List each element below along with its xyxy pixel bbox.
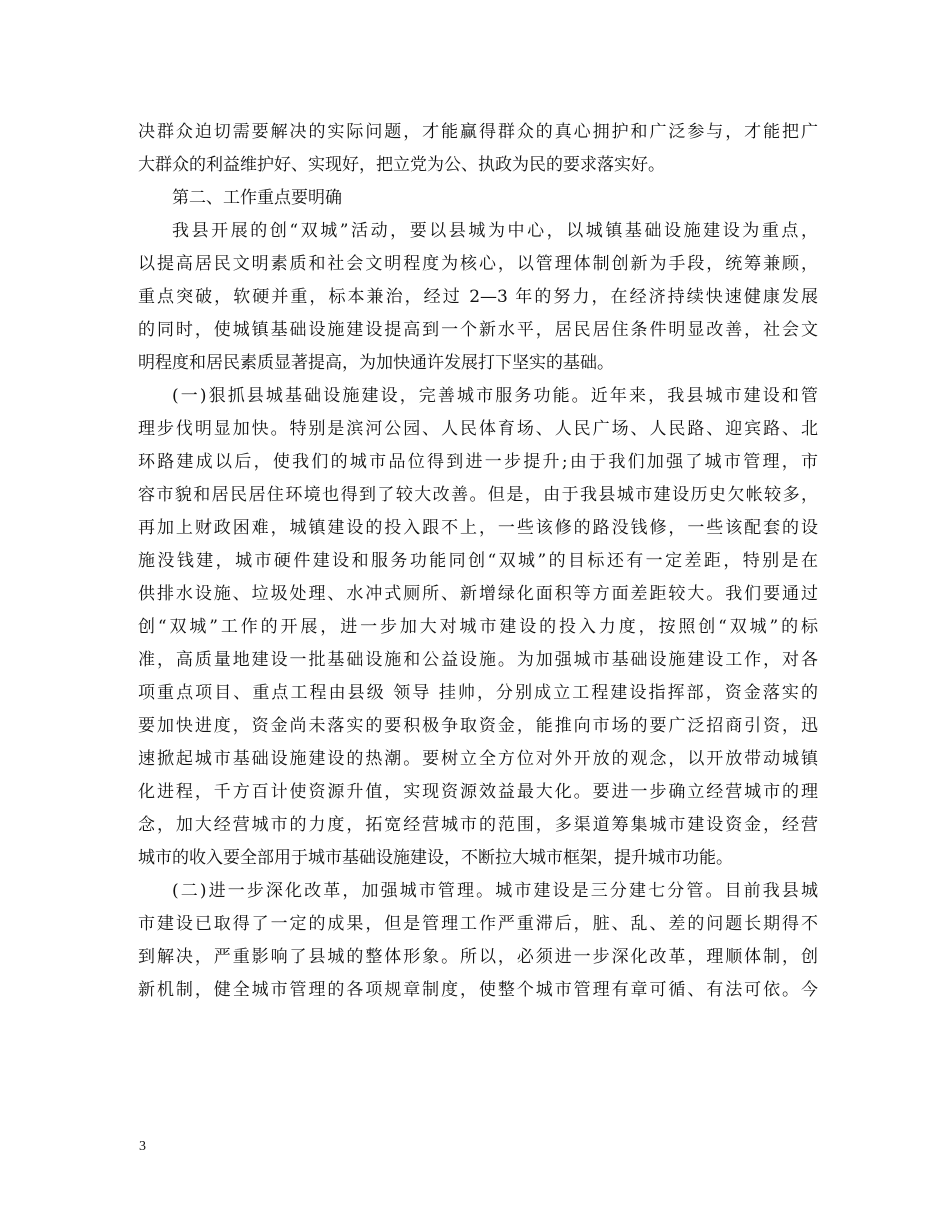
- text-line: 创“双城”工作的开展，进一步加大对城市建设的投入力度，按照创“双城”的标: [138, 617, 818, 637]
- page-number: 3: [139, 1139, 146, 1154]
- text-line: 以提高居民文明素质和社会文明程度为核心，以管理体制创新为手段，统筹兼顾，: [138, 254, 818, 274]
- text-line: 供排水设施、垃圾处理、水冲式厕所、新增绿化面积等方面差距较大。我们要通过: [138, 584, 818, 604]
- body-text: [138, 116, 818, 1007]
- text-line: 明程度和居民素质显著提高，为加快通许发展打下坚实的基础。: [138, 353, 614, 373]
- text-line: 新机制，健全城市管理的各项规章制度，使整个城市管理有章可循、有法可依。今: [138, 980, 818, 1000]
- text-line: (二)进一步深化改革，加强城市管理。城市建设是三分建七分管。目前我县城: [172, 881, 818, 901]
- text-line: 决群众迫切需要解决的实际问题，才能赢得群众的真心拥护和广泛参与，才能把广: [138, 122, 818, 142]
- text-line: 化进程，千方百计使资源升值，实现资源效益最大化。要进一步确立经营城市的理: [138, 782, 818, 802]
- text-line: 准，高质量地建设一批基础设施和公益设施。为加强城市基础设施建设工作，对各: [138, 650, 818, 670]
- text-line: 的同时，使城镇基础设施建设提高到一个新水平，居民居住条件明显改善，社会文: [138, 320, 818, 340]
- text-line: 容市貌和居民居住环境也得到了较大改善。但是，由于我县城市建设历史欠帐较多，: [138, 485, 818, 505]
- text-line: 念，加大经营城市的力度，拓宽经营城市的范围，多渠道筹集城市建设资金，经营: [138, 815, 818, 835]
- text-line: 要加快进度，资金尚未落实的要积极争取资金，能推向市场的要广泛招商引资，迅: [138, 716, 818, 736]
- text-line: 再加上财政困难，城镇建设的投入跟不上，一些该修的路没钱修，一些该配套的设: [138, 518, 818, 538]
- text-line: 重点突破，软硬并重，标本兼治，经过 2—3 年的努力，在经济持续快速健康发展: [138, 287, 818, 307]
- text-line: 到解决，严重影响了县城的整体形象。所以，必须进一步深化改革，理顺体制，创: [138, 947, 818, 967]
- text-line: 理步伐明显加快。特别是滨河公园、人民体育场、人民广场、人民路、迎宾路、北: [138, 419, 818, 439]
- text-line: 大群众的利益维护好、实现好，把立党为公、执政为民的要求落实好。: [138, 155, 665, 175]
- text-line: 第二、工作重点要明确: [172, 188, 342, 208]
- text-line: 我县开展的创“双城”活动，要以县城为中心，以城镇基础设施建设为重点，: [172, 221, 818, 241]
- text-line: 市建设已取得了一定的成果，但是管理工作严重滞后，脏、乱、差的问题长期得不: [138, 914, 818, 934]
- text-line: 城市的收入要全部用于城市基础设施建设，不断拉大城市框架，提升城市功能。: [138, 848, 733, 868]
- text-line: (一)狠抓县城基础设施建设，完善城市服务功能。近年来，我县城市建设和管: [172, 386, 818, 406]
- text-line: 施没钱建，城市硬件建设和服务功能同创“双城”的目标还有一定差距，特别是在: [138, 551, 818, 571]
- text-line: 速掀起城市基础设施建设的热潮。要树立全方位对外开放的观念，以开放带动城镇: [138, 749, 818, 769]
- text-line: 项重点项目、重点工程由县级 领导 挂帅，分别成立工程建设指挥部，资金落实的: [138, 683, 818, 703]
- text-line: 环路建成以后，使我们的城市品位得到进一步提升;由于我们加强了城市管理，市: [138, 452, 818, 472]
